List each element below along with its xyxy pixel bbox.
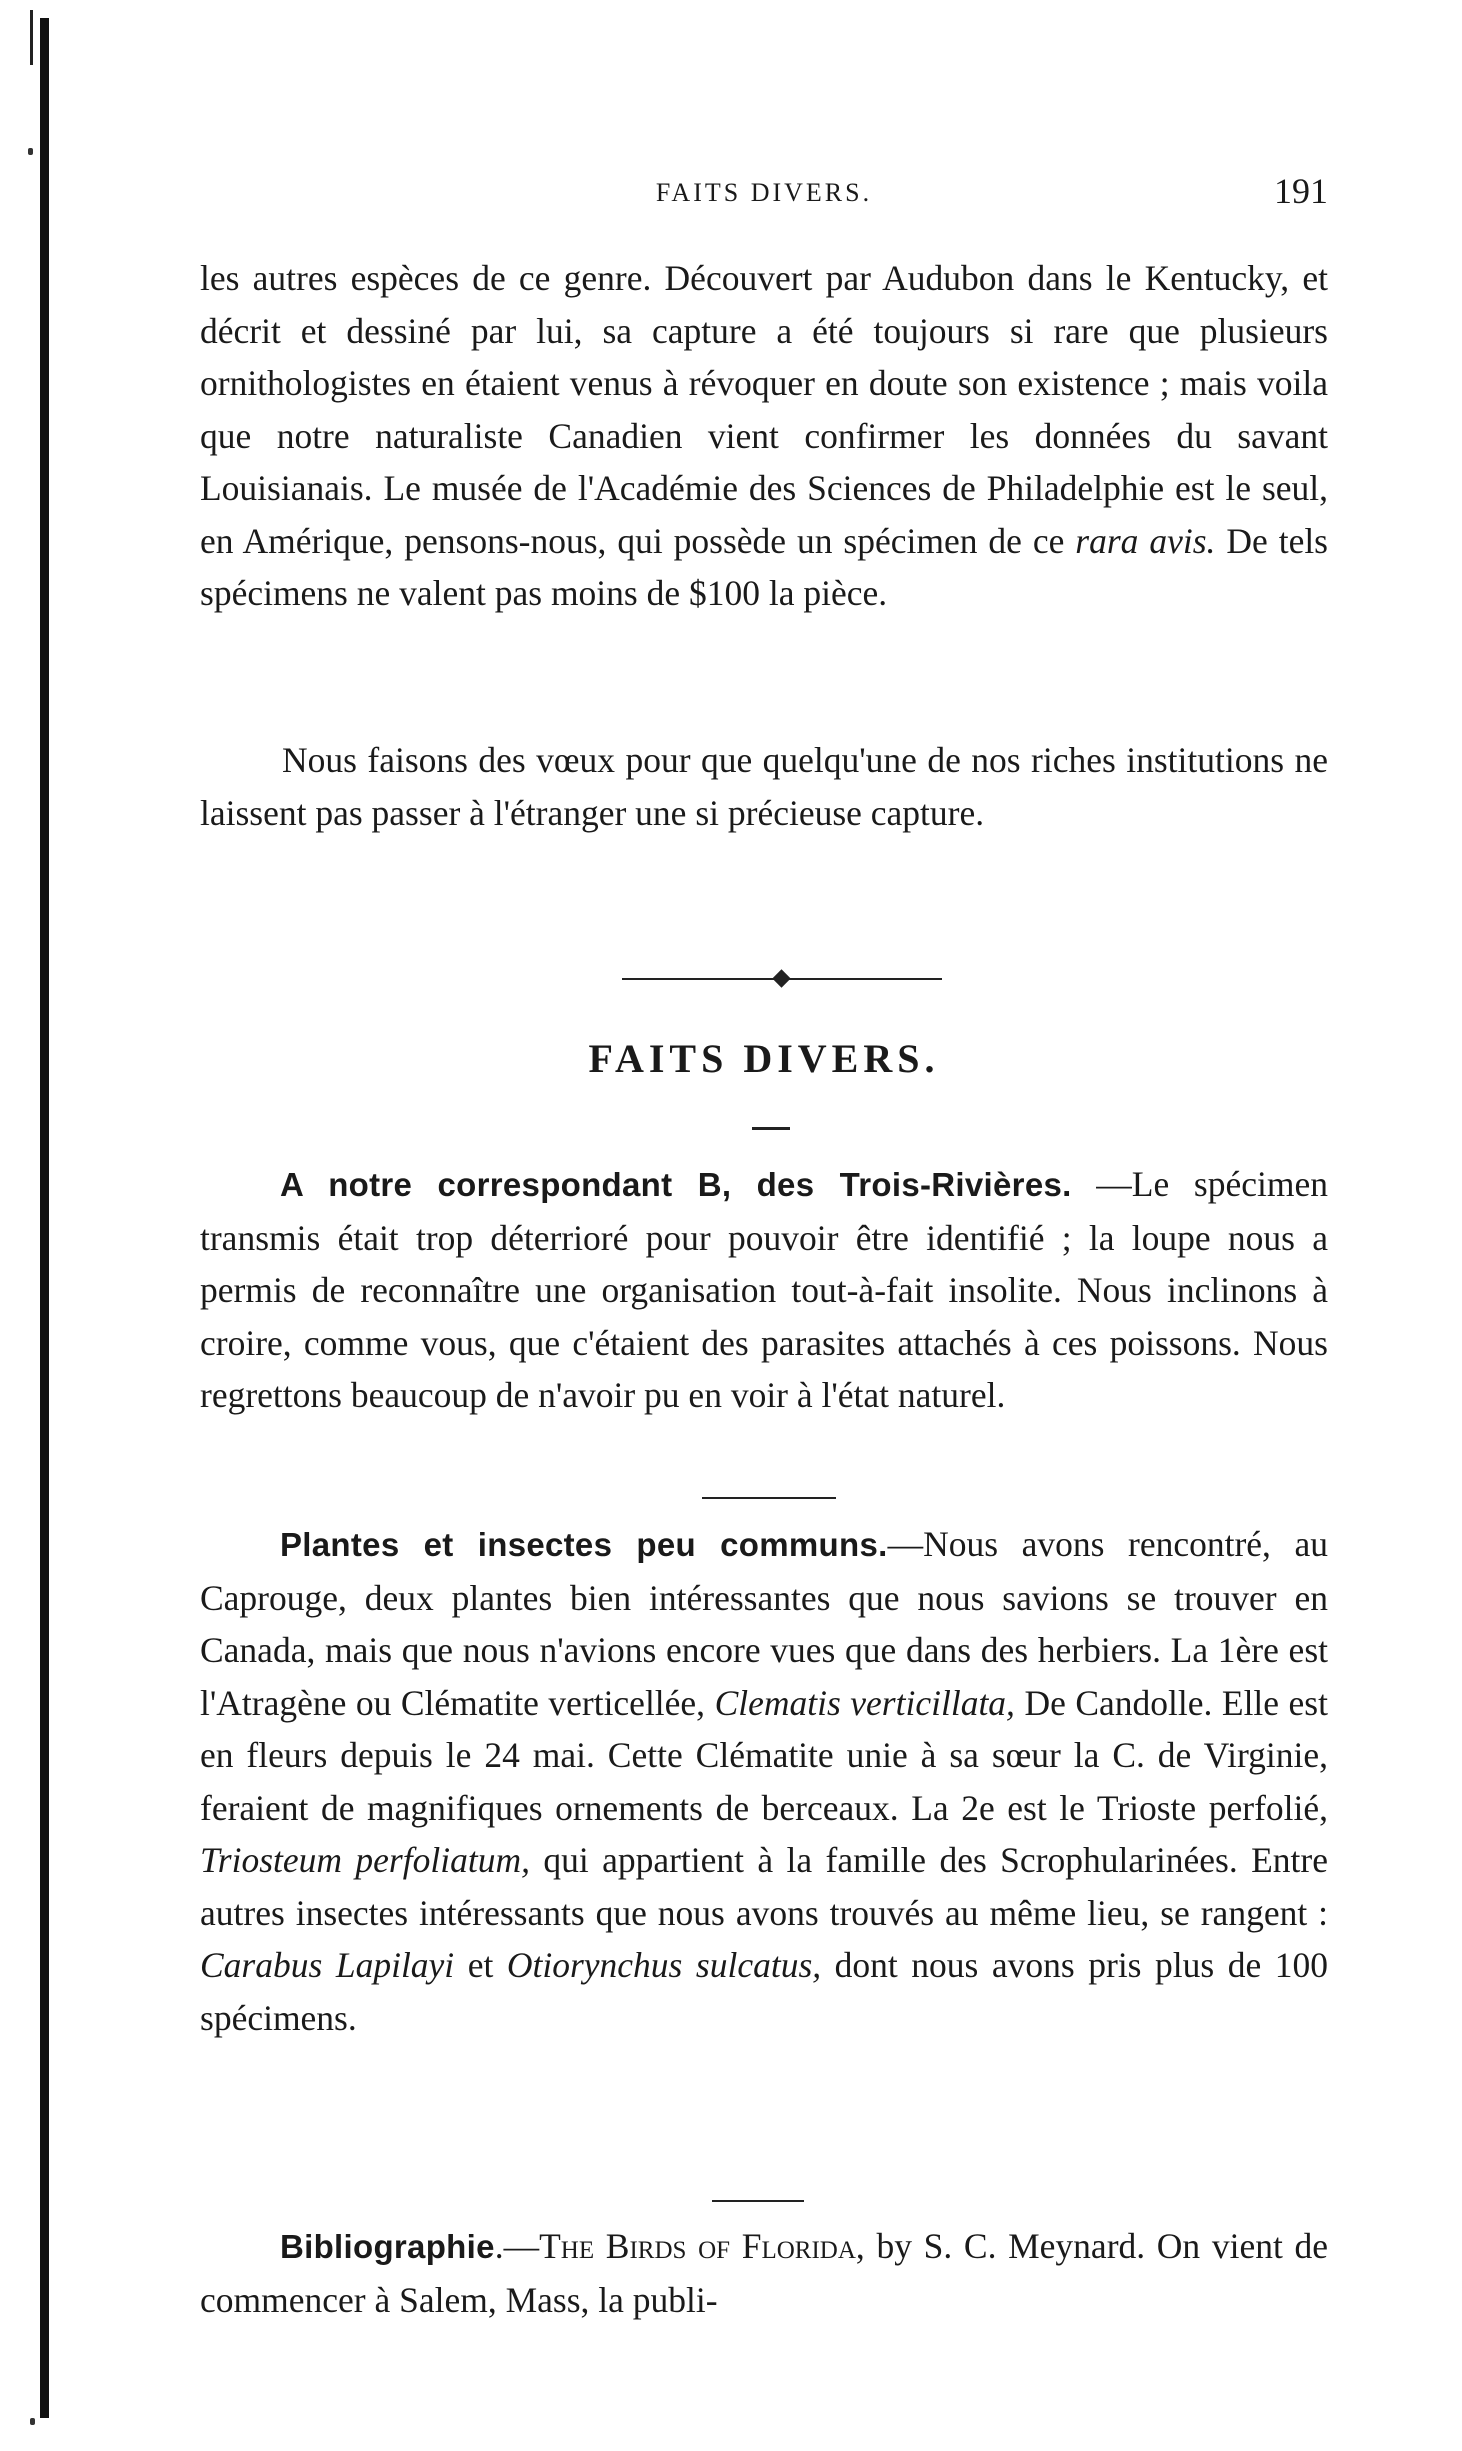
margin-speck [30,2418,35,2425]
item-body: —Le spécimen transmis était trop déterrioré pour pouvoir être identifié ; la loupe nous a permis de reconnaître une organisation tout-à-fait insolite. Nous inclinons à croire, comme vous, que c'étaient des parasites attachés à ces poissons. Nous regrettons beaucoup de n'avoir pu en voir à l'état naturel. [200,1164,1328,1415]
page-number: 191 [1274,171,1328,211]
title-dash [752,1127,790,1130]
page-binding-mark [30,10,33,65]
page-header [200,170,1328,218]
item-lead: A notre correspondant B, des Trois-Rivières. [280,1166,1072,1203]
italic-species: Carabus Lapilayi [200,1945,455,1985]
item-plants [200,1518,1328,2044]
text-run: et [454,1945,507,1985]
text-run: De Candolle. Elle est en fleurs depuis le 24 mai. Cette Clématite unie à sa sœur la C. de Virginie, feraient de magnifiques ornements de berceaux. La 2e est le Trioste perfolié, [200,1682,1328,1828]
text-run: De tels spécimens ne valent pas moins de $100 la pièce. [200,520,1329,613]
continuation-paragraph [200,252,1328,620]
text-run: les autres espèces de ce genre. Découvert par Audubon dans le Kentucky, et décrit et dessiné par lui, sa capture a été toujours si rare que plusieurs ornithologistes en étaient venus à révoquer en doute son existence ; mais voila que notre naturaliste Canadien vient confirmer les données du savant Louisianais. Le musée de l'Académie des Sciences de Philadelphie est le seul, en Amérique, pensons-nous, qui possède un spécimen de ce [200,258,1328,561]
italic-phrase: rara avis. [1075,520,1216,561]
item-lead: Bibliographie [280,2228,495,2265]
item-lead: Plantes et insectes peu communs. [280,1526,888,1563]
italic-species: Triosteum perfoliatum, [200,1840,530,1880]
text-run: —Nous avons rencontré, au Caprouge, deux plantes bien intéressantes que nous savions se trouver en Canada, mais que nous n'avions encore vues que dans des herbiers. La 1ère est l'Atragène ou Clématite verticellée, [200,1524,1328,1723]
italic-species: Otiorynchus sulcatus, [506,1945,822,1985]
margin-speck [28,148,33,155]
book-title: The Birds of Florida, [539,2226,865,2266]
text-run: qui appartient à la famille des Scrophularinées. Entre autres insectes intéressants que nous avons trouvés au même lieu, se rangent : [200,1840,1328,1933]
page-binding-edge [40,18,49,2418]
item-separator [712,2200,804,2202]
item-bibliography [200,2220,1328,2326]
ornamental-diamond [772,969,790,987]
text-run: .— [494,2226,540,2266]
text-run: dont nous avons pris plus de 100 spécimens. [200,1945,1329,2038]
section-title: FAITS DIVERS. [588,1036,940,1081]
text-run: by S. C. Meynard. On vient de commencer à Salem, Mass, la publi- [200,2226,1329,2320]
italic-species: Clematis verticillata, [714,1682,1015,1723]
running-head: FAITS DIVERS. [655,178,873,207]
item-separator [702,1497,836,1499]
item-correspondent [200,1158,1328,1422]
closing-paragraph: Nous faisons des vœux pour que quelqu'une de nos riches institutions ne laissent pas passer à l'étranger une si précieuse capture. [200,740,1328,833]
